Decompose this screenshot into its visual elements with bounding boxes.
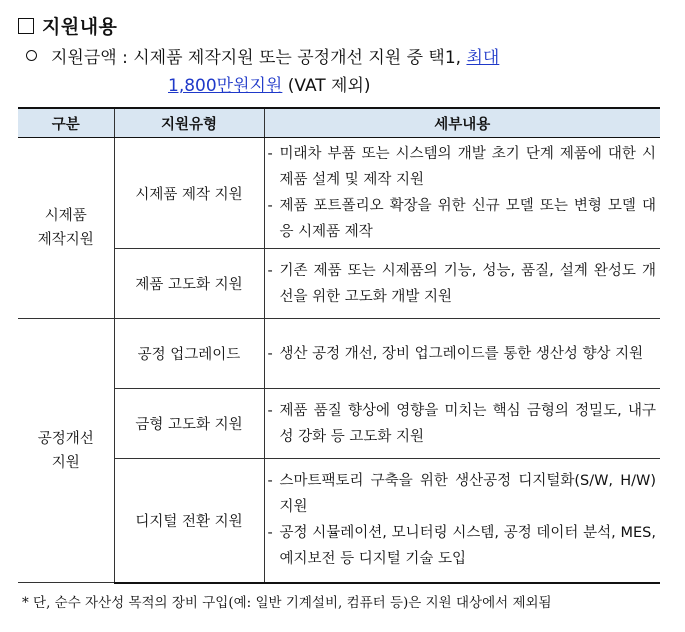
table-header-row xyxy=(18,108,660,138)
category-cell: 공정개선 지원 xyxy=(18,319,114,583)
detail-cell xyxy=(264,138,660,249)
detail-cell xyxy=(264,319,660,389)
type-cell: 공정 업그레이드 xyxy=(114,319,264,389)
support-table xyxy=(18,107,660,584)
support-amount-label: 지원금액 : 시제품 제작지원 또는 공정개선 지원 중 택1, xyxy=(51,48,462,68)
list-item: - 생산 공정 개선, 장비 업그레이드를 통한 생산성 향상 지원 xyxy=(267,345,644,362)
max-amount-link-part1[interactable]: 최대 xyxy=(466,48,500,68)
checkbox-square-icon xyxy=(18,18,34,34)
header-type: 지원유형 xyxy=(114,108,264,138)
table-row xyxy=(18,459,660,583)
detail-cell xyxy=(264,389,660,459)
list-item: - 기존 제품 또는 시제품의 기능, 성능, 품질, 설계 완성도 개선을 위한 고도화 개발 지원 xyxy=(267,262,656,305)
detail-cell xyxy=(264,459,660,583)
list-item: - 스마트팩토리 구축을 위한 생산공정 디지털화(S/W, H/W) 지원 xyxy=(267,473,656,516)
header-category: 구분 xyxy=(18,108,114,138)
max-amount-link-part2[interactable]: 1,800만원지원 xyxy=(168,76,283,96)
table-row xyxy=(18,138,660,249)
detail-cell xyxy=(264,249,660,319)
footnote: * 단, 순수 자산성 목적의 장비 구입(예: 일반 기계설비, 컴퓨터 등)은 지원 대상에서 제외됨 xyxy=(22,595,552,611)
support-amount xyxy=(26,44,499,100)
list-item: - 미래차 부품 또는 시스템의 개발 초기 단계 제품에 대한 시제품 설계 및 제작 지원 xyxy=(267,146,656,188)
vat-note: (VAT 제외) xyxy=(282,76,371,96)
type-cell: 시제품 제작 지원 xyxy=(114,138,264,249)
section-heading xyxy=(18,12,117,39)
type-cell: 금형 고도화 지원 xyxy=(114,389,264,459)
table-row xyxy=(18,389,660,459)
table-row xyxy=(18,249,660,319)
type-cell: 제품 고도화 지원 xyxy=(114,249,264,319)
category-cell: 시제품 제작지원 xyxy=(18,138,114,319)
type-cell: 디지털 전환 지원 xyxy=(114,459,264,583)
list-item: - 제품 포트폴리오 확장을 위한 신규 모델 또는 변형 모델 대응 시제품 제작 xyxy=(267,198,656,240)
table-row xyxy=(18,319,660,389)
list-item: - 공정 시뮬레이션, 모니터링 시스템, 공정 데이터 분석, MES, 예지보전 등 디지털 기술 도입 xyxy=(267,525,656,568)
section-heading-text: 지원내용 xyxy=(42,16,118,38)
circle-bullet-icon xyxy=(26,50,37,61)
header-detail: 세부내용 xyxy=(264,108,660,138)
list-item: - 제품 품질 향상에 영향을 미치는 핵심 금형의 정밀도, 내구성 강화 등 고도화 지원 xyxy=(267,402,656,445)
